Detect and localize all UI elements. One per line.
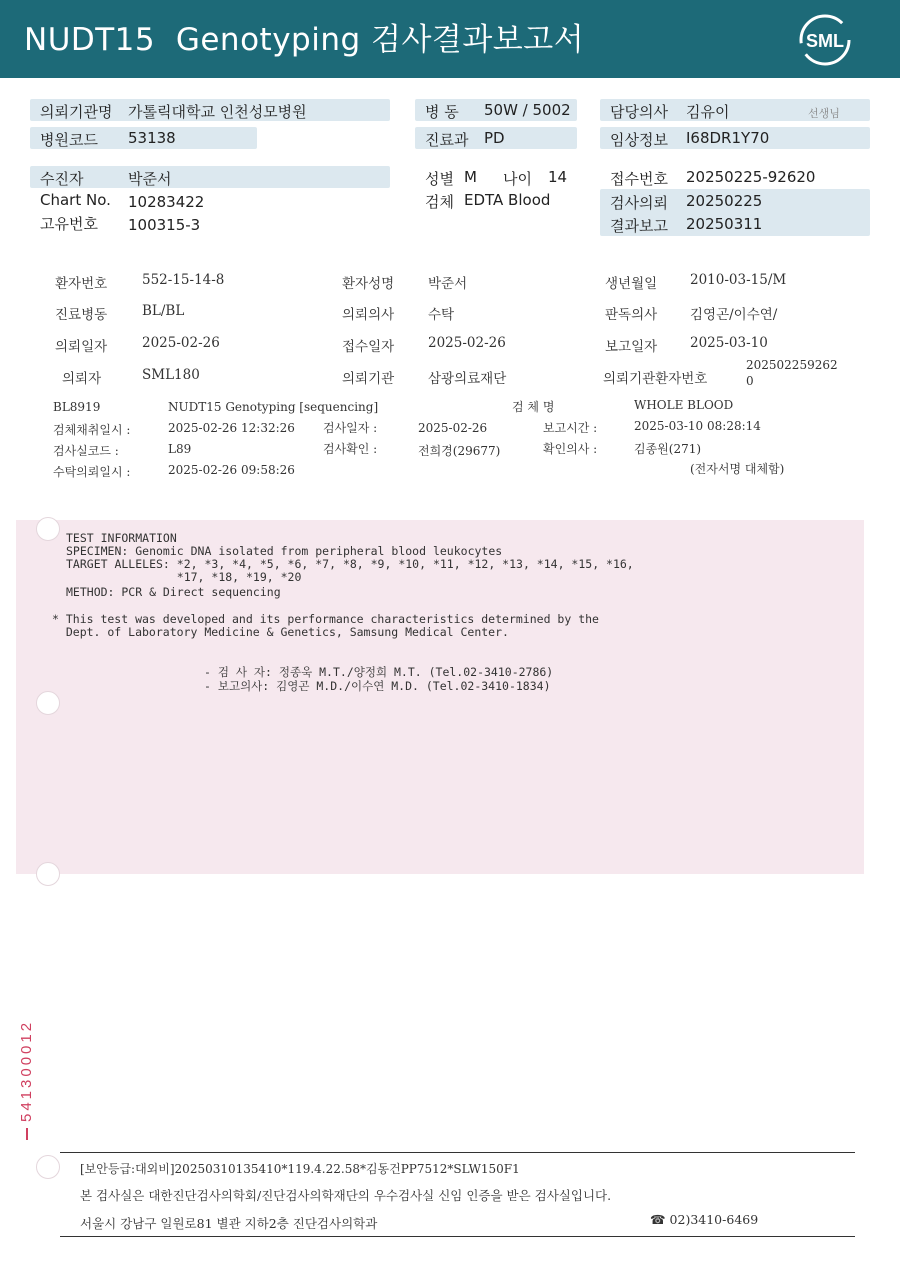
scan-consign: 2025-02-26 09:58:26 — [168, 463, 295, 477]
test-info-tester: - 검 사 자: 정종욱 M.T./양정희 M.T. (Tel.02-3410-2786) — [204, 665, 554, 679]
institution-value: 가톨릭대학교 인천성모병원 — [128, 103, 307, 121]
clinical-label: 임상정보 — [610, 131, 668, 149]
scan-requester-label: 의뢰자 — [62, 371, 102, 387]
scan-refpid-line1: 202502259262 — [746, 358, 838, 372]
chart-value: 10283422 — [128, 193, 205, 211]
patient-row — [30, 166, 390, 188]
scan-ward: BL/BL — [142, 303, 185, 319]
scan-requester: SML180 — [142, 367, 200, 383]
scan-confirm: 전희경(29677) — [418, 444, 501, 458]
scan-pname: 박준서 — [428, 276, 468, 292]
scan-confdoc-label: 확인의사 : — [543, 442, 598, 456]
footer-certification: 본 검사실은 대한진단검사의학회/진단검사의학재단의 우수검사실 신임 인증을 받은 검사실입니다. — [80, 1188, 612, 1203]
scan-repdate: 2025-03-10 — [690, 335, 768, 351]
scan-confirm-label: 검사확인 : — [323, 442, 378, 456]
hospital-code-label: 병원코드 — [40, 131, 98, 149]
punch-hole — [36, 1155, 60, 1179]
unique-label: 고유번호 — [40, 215, 98, 233]
scan-ward-label: 진료병동 — [55, 307, 108, 323]
scan-repdate-label: 보고일자 — [605, 339, 658, 355]
scan-esign: (전자서명 대체함) — [690, 462, 785, 476]
sex-label: 성별 — [425, 170, 454, 188]
footer-address: 서울시 강남구 일원로81 별관 지하2층 진단검사의학과 — [80, 1216, 378, 1231]
sml-logo — [798, 13, 852, 67]
scan-confdoc: 김종원(271) — [634, 442, 702, 456]
patient-value: 박준서 — [128, 170, 172, 188]
receipt-value: 20250225-92620 — [686, 168, 816, 186]
scan-consign-label: 수탁의뢰일시 : — [53, 465, 131, 479]
report-value: 20250311 — [686, 215, 763, 233]
scan-readdoc-label: 판독의사 — [605, 307, 658, 323]
scan-testdate-label: 검사일자 : — [323, 421, 378, 435]
unique-value: 100315-3 — [128, 216, 201, 234]
scan-pid: 552-15-14-8 — [142, 272, 225, 288]
punch-hole — [36, 691, 60, 715]
punch-hole — [36, 862, 60, 886]
scan-collect-label: 검체채취일시 : — [53, 423, 131, 437]
scan-reptime-label: 보고시간 : — [543, 421, 598, 435]
doctor-value: 김유이 — [686, 103, 730, 121]
scan-specname: WHOLE BLOOD — [634, 398, 734, 412]
scan-rcvdate-label: 접수일자 — [342, 339, 395, 355]
scan-refinst-label: 의뢰기관 — [342, 371, 395, 387]
test-info-method: METHOD: PCR & Direct sequencing — [66, 585, 281, 599]
scan-dob: 2010-03-15/M — [690, 272, 787, 288]
specimen-label: 검체 — [425, 193, 454, 211]
receipt-label: 접수번호 — [610, 170, 668, 188]
scan-reqdate: 2025-02-26 — [142, 335, 220, 351]
footer-bottom-rule — [60, 1236, 855, 1237]
barcode-number — [18, 1020, 35, 1140]
request-value: 20250225 — [686, 192, 763, 210]
scan-rcvdate: 2025-02-26 — [428, 335, 506, 351]
report-label: 결과보고 — [610, 217, 668, 235]
scan-reptime: 2025-03-10 08:28:14 — [634, 419, 761, 433]
scan-refinst: 삼광의료재단 — [428, 371, 507, 387]
test-info-alleles-cont: *17, *18, *19, *20 — [66, 570, 302, 584]
punch-hole — [36, 517, 60, 541]
barcode-dash-icon — [26, 1128, 28, 1140]
dept-label: 진료과 — [425, 131, 469, 149]
footer-phone: ☎ 02)3410-6469 — [650, 1212, 759, 1227]
clinical-value: I68DR1Y70 — [686, 129, 770, 147]
scan-pname-label: 환자성명 — [342, 276, 395, 292]
test-info-title: TEST INFORMATION — [66, 531, 177, 545]
doctor-label: 담당의사 — [610, 103, 668, 121]
scan-reqdate-label: 의뢰일자 — [55, 339, 108, 355]
doctor-suffix: 선생님 — [808, 107, 840, 120]
dept-value: PD — [484, 129, 505, 147]
scan-specname-label: 검 체 명 — [512, 400, 555, 414]
patient-label: 수진자 — [40, 170, 84, 188]
ward-value: 50W / 5002 — [484, 101, 571, 119]
scan-dob-label: 생년월일 — [605, 276, 658, 292]
request-label: 검사의뢰 — [610, 194, 668, 212]
ward-label: 병 동 — [425, 103, 459, 121]
scan-readdoc: 김영곤/이수연/ — [690, 307, 778, 323]
barcode-number-text: 541300012 — [18, 1019, 35, 1122]
report-header — [0, 0, 900, 78]
logo-text: SML — [806, 31, 844, 51]
test-info-specimen: SPECIMEN: Genomic DNA isolated from peripheral blood leukocytes — [66, 544, 503, 558]
test-information-panel — [16, 520, 864, 874]
test-info-disclaimer-cont: Dept. of Laboratory Medicine & Genetics, Samsung Medical Center. — [52, 625, 509, 639]
scan-refpid-label: 의뢰기관환자번호 — [603, 371, 708, 387]
scan-refdoc: 수탁 — [428, 307, 455, 323]
specimen-value: EDTA Blood — [464, 191, 551, 209]
age-value: 14 — [548, 168, 568, 186]
scan-testdate: 2025-02-26 — [418, 421, 488, 435]
hospital-code-value: 53138 — [128, 129, 176, 147]
scan-test-name: NUDT15 Genotyping [sequencing] — [168, 400, 379, 414]
scan-collect: 2025-02-26 12:32:26 — [168, 421, 295, 435]
scan-pid-label: 환자번호 — [55, 276, 108, 292]
scan-code: BL8919 — [53, 400, 101, 414]
scan-refdoc-label: 의뢰의사 — [342, 307, 395, 323]
test-info-reporter: - 보고의사: 김영곤 M.D./이수연 M.D. (Tel.02-3410-1834) — [204, 679, 551, 693]
test-info-disclaimer: * This test was developed and its performance characteristics determined by the — [52, 612, 599, 626]
footer-top-rule — [60, 1152, 855, 1153]
chart-label: Chart No. — [40, 191, 111, 209]
age-label: 나이 — [503, 170, 532, 188]
scan-labcode: L89 — [168, 442, 192, 456]
report-title: NUDT15 Genotyping 검사결과보고서 — [24, 22, 585, 58]
scan-labcode-label: 검사실코드 : — [53, 444, 119, 458]
scan-refpid-line2: 0 — [746, 374, 754, 388]
footer-security: [보안등급:대외비]20250310135410*119.4.22.58*김동건PP7512*SLW150F1 — [80, 1162, 520, 1176]
test-info-alleles: TARGET ALLELES: *2, *3, *4, *5, *6, *7, *8, *9, *10, *11, *12, *13, *14, *15, *16, — [66, 557, 634, 571]
institution-label: 의뢰기관명 — [40, 103, 113, 121]
sex-value: M — [464, 168, 477, 186]
